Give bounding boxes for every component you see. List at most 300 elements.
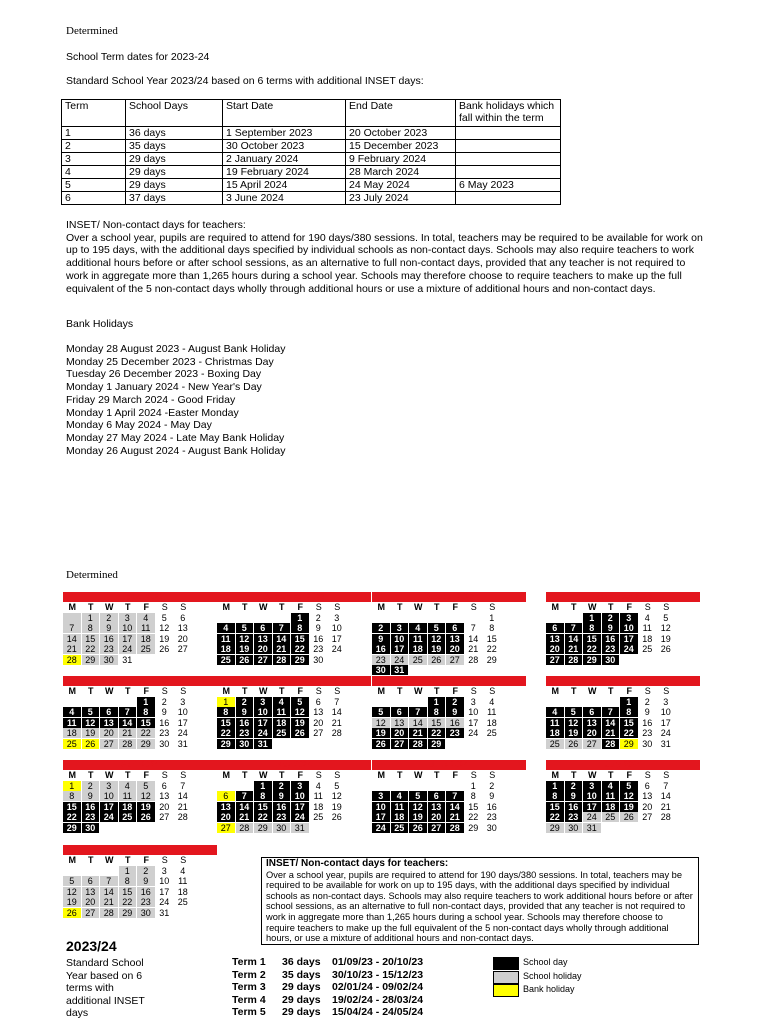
term-days: 36 days [282, 956, 321, 968]
day-cell: 7 [602, 707, 620, 717]
day-cell: 27 [177, 644, 188, 655]
term-name: Term 2 [232, 968, 266, 981]
day-cell [657, 655, 675, 665]
weekday-label: T [608, 770, 614, 780]
day-cell: 6 [428, 791, 446, 801]
day-cell: 4 [119, 781, 137, 791]
weekday-label: M [551, 686, 559, 696]
week-row [63, 707, 217, 717]
day-cell: 31 [583, 823, 601, 833]
day-cell [446, 781, 464, 791]
day-cell: 9 [236, 707, 254, 717]
day-cell: 1 [137, 697, 155, 707]
month-title: September 2023 [217, 592, 371, 602]
month-title: January 2024 [217, 676, 371, 686]
day-cell [236, 781, 254, 791]
day-cell: 25 [409, 655, 427, 665]
day-cell [156, 655, 174, 665]
table-header-row [62, 100, 561, 127]
weekday-label: S [334, 602, 341, 612]
day-cell: 30 [486, 822, 497, 833]
week-row [372, 791, 526, 801]
day-cell: 2 [644, 697, 650, 707]
day-cell: 29 [137, 739, 155, 749]
day-cell: 5 [63, 876, 81, 886]
day-cell: 19 [620, 802, 638, 812]
day-cell: 6 [100, 707, 118, 717]
table-cell: 6 [62, 192, 126, 205]
day-cell: 10 [177, 707, 188, 718]
day-cell: 5 [565, 707, 583, 717]
day-cell [328, 823, 346, 833]
inset-info-box [261, 857, 699, 945]
day-cell [174, 823, 192, 833]
day-cell: 22 [254, 812, 272, 822]
day-cell: 7 [470, 623, 476, 634]
day-cell: 1 [620, 697, 638, 707]
day-cell: 24 [119, 644, 137, 654]
day-cell: 22 [291, 644, 309, 654]
day-cell: 25 [217, 655, 235, 665]
day-cell: 26 [372, 739, 390, 749]
week-row [63, 634, 217, 644]
day-cell [372, 697, 390, 707]
legend-label: Bank holiday [523, 984, 575, 994]
weekday-label: M [551, 770, 559, 780]
day-cell: 27 [642, 812, 653, 823]
day-cell [639, 655, 657, 665]
day-cell: 3 [100, 781, 118, 791]
day-cell: 22 [620, 728, 638, 738]
day-cell: 11 [546, 718, 564, 728]
month-title: October 2023 [372, 592, 526, 602]
day-cell: 31 [122, 654, 133, 665]
day-cell: 30 [273, 823, 291, 833]
weekday-label: T [242, 686, 248, 696]
day-cell: 16 [100, 634, 118, 644]
day-cell: 31 [291, 823, 309, 833]
week-row [217, 791, 371, 801]
bank-holidays-list [66, 343, 285, 457]
day-cell: 4 [391, 791, 409, 801]
day-cell: 26 [428, 655, 446, 665]
week-row [546, 739, 700, 749]
day-cell: 7 [565, 623, 583, 633]
day-cell: 11 [178, 876, 188, 887]
day-cell: 4 [273, 697, 291, 707]
day-cell: 20 [583, 728, 601, 738]
day-cell [465, 665, 483, 675]
day-cell: 18 [486, 717, 497, 728]
week-row [217, 781, 371, 791]
day-cell: 25 [313, 812, 324, 823]
weekday-label: T [397, 602, 403, 612]
weekday-label: S [180, 855, 187, 865]
day-cell: 19 [236, 644, 254, 654]
day-cell [409, 613, 427, 623]
table-header-cell: School Days [126, 100, 223, 127]
weekday-label: S [644, 686, 651, 696]
weekday-label: T [397, 770, 403, 780]
day-cell [428, 613, 446, 623]
day-cell: 27 [82, 908, 100, 918]
day-cell [620, 823, 638, 833]
day-cell: 5 [663, 613, 669, 623]
day-cell: 18 [313, 801, 324, 812]
weekday-label: S [489, 686, 496, 696]
day-cell [100, 697, 118, 707]
day-cell: 27 [446, 655, 464, 665]
weekday-label: S [180, 686, 187, 696]
day-cell: 22 [137, 728, 155, 738]
weekday-label: T [571, 770, 577, 780]
day-cell: 8 [137, 707, 155, 717]
day-cell: 6 [217, 791, 235, 801]
day-cell: 30 [100, 655, 118, 665]
day-cell: 17 [583, 802, 601, 812]
day-cell: 14 [660, 791, 671, 802]
day-cell: 11 [119, 791, 137, 801]
day-cell: 23 [565, 812, 583, 822]
table-row [62, 179, 561, 192]
day-cell: 18 [642, 633, 653, 644]
day-cell: 24 [331, 644, 342, 655]
term-days: 29 days [282, 981, 321, 993]
week-row [63, 613, 217, 623]
month-calendar [546, 760, 700, 833]
day-cell: 27 [583, 739, 601, 749]
day-cell: 19 [82, 728, 100, 738]
day-cell: 11 [409, 634, 427, 644]
day-cell: 26 [660, 644, 671, 655]
day-cell: 19 [372, 728, 390, 738]
day-cell [236, 613, 254, 623]
day-cell: 13 [82, 887, 100, 897]
month-calendar [372, 676, 526, 749]
table-header-cell: End Date [346, 100, 456, 127]
week-row [546, 823, 700, 833]
day-cell: 13 [583, 718, 601, 728]
day-cell: 30 [642, 738, 653, 749]
day-cell [409, 697, 427, 707]
week-row [372, 718, 526, 728]
week-row [546, 781, 700, 791]
day-cell: 22 [217, 728, 235, 738]
day-cell: 16 [486, 801, 497, 812]
weekday-label: T [88, 770, 94, 780]
weekday-label: W [105, 770, 114, 780]
day-cell: 1 [254, 781, 272, 791]
day-cell: 9 [100, 623, 118, 633]
term-summary [232, 956, 452, 1019]
weekday-label: S [334, 686, 341, 696]
day-cell: 27 [254, 655, 272, 665]
weekday-label: T [242, 602, 248, 612]
day-cell: 8 [82, 623, 100, 633]
week-row [63, 718, 217, 728]
day-cell: 30 [236, 739, 254, 749]
day-cell [428, 781, 446, 791]
day-cell: 11 [602, 791, 620, 801]
day-cell: 10 [468, 707, 479, 718]
day-cell: 15 [428, 718, 446, 728]
week-row [372, 802, 526, 812]
day-cell: 15 [82, 634, 100, 644]
week-row [63, 802, 217, 812]
day-cell: 26 [565, 739, 583, 749]
week-row [63, 623, 217, 633]
day-cell: 21 [409, 728, 427, 738]
table-cell: 9 February 2024 [346, 153, 456, 166]
week-row [546, 791, 700, 801]
week-row [372, 781, 526, 791]
day-cell: 14 [446, 802, 464, 812]
weekday-header [372, 686, 526, 697]
weekday-label: F [452, 686, 458, 696]
bank-holiday-item: Monday 6 May 2024 - May Day [66, 419, 212, 432]
weekday-label: W [105, 855, 114, 865]
week-row [372, 812, 526, 822]
weekday-label: S [663, 602, 670, 612]
weekday-label: T [88, 686, 94, 696]
weekday-label: S [470, 602, 477, 612]
day-cell [602, 823, 620, 833]
weekday-label: T [88, 602, 94, 612]
week-row [63, 697, 217, 707]
day-cell [82, 697, 100, 707]
day-cell: 13 [254, 634, 272, 644]
weekday-header [546, 770, 700, 781]
day-cell: 24 [177, 728, 188, 739]
week-row [217, 697, 371, 707]
day-cell: 23 [372, 655, 390, 665]
day-cell: 24 [583, 812, 601, 822]
weekday-label: T [397, 686, 403, 696]
day-cell: 25 [546, 739, 564, 749]
day-cell: 6 [254, 623, 272, 633]
day-cell: 9 [273, 791, 291, 801]
month-title: May 2024 [217, 760, 371, 770]
day-cell: 29 [63, 823, 81, 833]
weekday-label: F [143, 686, 149, 696]
day-cell: 28 [660, 812, 671, 823]
weekday-header [372, 770, 526, 781]
month-title: December 2023 [63, 676, 217, 686]
week-row [546, 634, 700, 644]
day-cell: 13 [313, 707, 324, 718]
day-cell: 18 [137, 634, 155, 644]
day-cell: 8 [119, 876, 137, 886]
table-cell: 3 June 2024 [223, 192, 346, 205]
day-cell [446, 739, 464, 749]
day-cell: 28 [100, 908, 118, 918]
day-cell: 4 [180, 866, 186, 876]
weekday-label: W [105, 602, 114, 612]
day-cell: 29 [217, 739, 235, 749]
day-cell [217, 781, 235, 791]
table-cell: 1 [62, 127, 126, 140]
weekday-label: S [161, 602, 168, 612]
month-title: March 2024 [546, 676, 700, 686]
table-cell: 20 October 2023 [346, 127, 456, 140]
day-cell [100, 866, 118, 876]
month-calendar [63, 845, 217, 918]
document-marker: Determined [66, 25, 118, 37]
weekday-label: F [297, 770, 303, 780]
inset-box-heading: INSET/ Non-contact days for teachers: [266, 858, 449, 869]
day-cell: 19 [565, 728, 583, 738]
day-cell: 6 [546, 623, 564, 633]
week-row [217, 812, 371, 822]
day-cell: 15 [63, 802, 81, 812]
table-cell: 29 days [126, 179, 223, 192]
weekday-label: S [470, 770, 477, 780]
day-cell: 20 [391, 728, 409, 738]
day-cell: 30 [159, 738, 170, 749]
week-row [63, 781, 217, 791]
day-cell: 24 [660, 728, 671, 739]
day-cell: 23 [236, 728, 254, 738]
weekday-label: F [143, 602, 149, 612]
day-cell: 12 [159, 623, 170, 634]
day-cell: 25 [273, 728, 291, 738]
week-row [63, 655, 217, 665]
day-cell: 11 [391, 802, 409, 812]
day-cell [565, 613, 583, 623]
day-cell: 4 [217, 623, 235, 633]
day-cell [310, 739, 328, 749]
day-cell: 21 [660, 801, 671, 812]
day-cell: 27 [217, 823, 235, 833]
table-cell: 5 [62, 179, 126, 192]
table-cell [456, 127, 561, 140]
table-cell: 28 March 2024 [346, 166, 456, 179]
table-cell: 37 days [126, 192, 223, 205]
table-cell: 2 [62, 140, 126, 153]
table-cell: 6 May 2023 [456, 179, 561, 192]
day-cell: 20 [446, 644, 464, 654]
table-row [62, 140, 561, 153]
weekday-label: S [315, 770, 322, 780]
day-cell: 24 [620, 644, 638, 654]
day-cell: 1 [546, 781, 564, 791]
day-cell: 17 [100, 802, 118, 812]
bank-holiday-item: Monday 28 August 2023 - August Bank Holiday [66, 343, 286, 355]
day-cell [391, 781, 409, 791]
day-cell: 26 [291, 728, 309, 738]
day-cell: 17 [391, 644, 409, 654]
day-cell: 2 [372, 623, 390, 633]
term-summary-row [232, 969, 452, 982]
page-title: School Term dates for 2023-24 [66, 51, 210, 63]
month-title: November 2023 [546, 592, 700, 602]
week-row [372, 644, 526, 654]
day-cell: 19 [428, 644, 446, 654]
year-heading: 2023/24 [66, 938, 117, 954]
day-cell: 29 [620, 739, 638, 749]
day-cell: 21 [273, 644, 291, 654]
day-cell: 16 [565, 802, 583, 812]
day-cell [82, 866, 100, 876]
day-cell: 6 [82, 876, 100, 886]
day-cell: 24 [100, 812, 118, 822]
day-cell: 28 [409, 739, 427, 749]
day-cell: 25 [602, 812, 620, 822]
day-cell: 15 [546, 802, 564, 812]
day-cell [174, 655, 192, 665]
weekday-label: T [434, 770, 440, 780]
week-row [372, 707, 526, 717]
day-cell: 16 [642, 717, 653, 728]
day-cell [372, 613, 390, 623]
day-cell: 10 [100, 791, 118, 801]
day-cell [119, 697, 137, 707]
day-cell: 18 [177, 886, 188, 897]
day-cell: 10 [254, 707, 272, 717]
day-cell: 12 [620, 791, 638, 801]
day-cell: 6 [446, 623, 464, 633]
bank-holiday-item: Monday 26 August 2024 - August Bank Holiday [66, 444, 286, 457]
day-cell: 21 [119, 728, 137, 738]
day-cell: 25 [137, 644, 155, 654]
table-cell: 19 February 2024 [223, 166, 346, 179]
day-cell: 17 [620, 634, 638, 644]
table-row [62, 153, 561, 166]
day-cell: 7 [63, 623, 81, 633]
day-cell [583, 697, 601, 707]
term-days: 29 days [282, 1006, 321, 1018]
day-cell: 9 [315, 623, 321, 634]
day-cell: 14 [63, 634, 81, 644]
day-cell: 4 [315, 781, 321, 791]
day-cell: 12 [372, 718, 390, 728]
week-row [546, 728, 700, 738]
day-cell: 16 [236, 718, 254, 728]
month-title: June 2024 [372, 760, 526, 770]
weekday-label: T [279, 770, 285, 780]
day-cell: 7 [100, 876, 118, 886]
day-cell: 14 [236, 802, 254, 812]
table-cell [456, 153, 561, 166]
table-row [62, 127, 561, 140]
day-cell [565, 697, 583, 707]
day-cell: 11 [63, 718, 81, 728]
day-cell: 2 [236, 697, 254, 707]
day-cell: 16 [273, 802, 291, 812]
day-cell [657, 823, 675, 833]
day-cell: 23 [82, 812, 100, 822]
day-cell: 5 [334, 781, 340, 791]
day-cell: 1 [428, 697, 446, 707]
weekday-header [546, 686, 700, 697]
day-cell: 30 [372, 665, 390, 675]
day-cell: 21 [100, 897, 118, 907]
day-cell: 21 [63, 644, 81, 654]
day-cell: 22 [546, 812, 564, 822]
day-cell: 3 [180, 697, 186, 707]
day-cell: 6 [391, 707, 409, 717]
week-row [546, 707, 700, 717]
month-title: August 2023 [63, 592, 217, 602]
day-cell: 18 [119, 802, 137, 812]
day-cell [137, 823, 155, 833]
weekday-label: T [88, 855, 94, 865]
weekday-label: W [259, 602, 268, 612]
weekday-label: S [470, 686, 477, 696]
week-row [217, 613, 371, 623]
weekday-header [217, 602, 371, 613]
day-cell: 28 [602, 739, 620, 749]
